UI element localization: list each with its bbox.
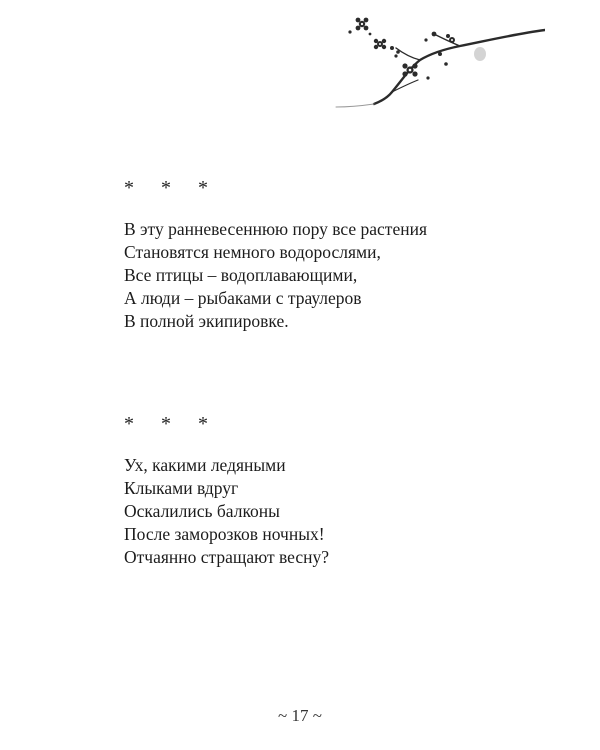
poem-line: Отчаянно стращают весну? — [124, 547, 330, 567]
poem-line: Клыками вдруг — [124, 478, 239, 498]
poem-2 — [124, 412, 484, 569]
blossom-branch-icon — [330, 8, 545, 108]
poem-line: После заморозков ночных! — [124, 524, 325, 544]
poem-line: Становятся немного водорослями, — [124, 242, 381, 262]
poem-divider: * * * — [124, 413, 219, 435]
poem-1 — [124, 176, 484, 333]
poem-line: В эту ранневесеннюю пору все растения — [124, 219, 428, 239]
poem-line: А люди – рыбаками с траулеров — [124, 288, 362, 308]
poem-line: В полной экипировке. — [124, 311, 289, 331]
page-number: ~ 17 ~ — [278, 706, 322, 725]
poem-divider: * * * — [124, 177, 219, 199]
poem-line: Оскалились балконы — [124, 501, 280, 521]
poem-line: Ух, какими ледяными — [124, 455, 286, 475]
poem-line: Все птицы – водоплавающими, — [124, 265, 358, 285]
